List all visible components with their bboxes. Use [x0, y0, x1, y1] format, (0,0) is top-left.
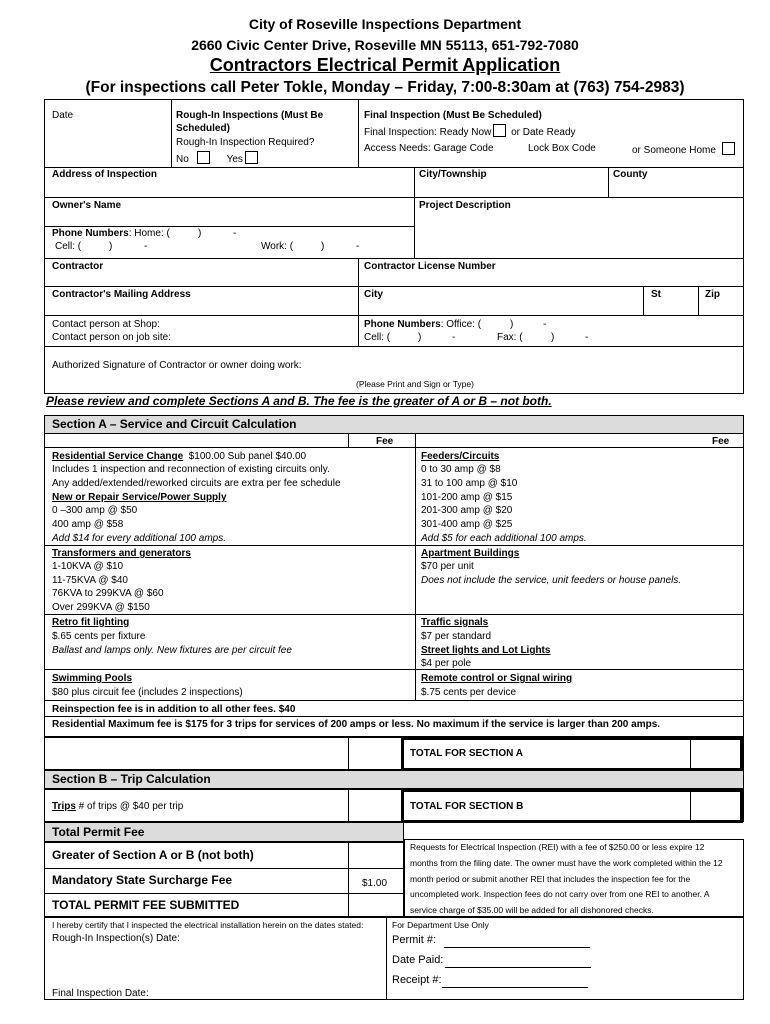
dash: -	[356, 241, 360, 252]
state-surcharge-value: $1.00	[362, 878, 388, 889]
receipt-number-field[interactable]	[442, 973, 588, 988]
form-title: Contractors Electrical Permit Application	[209, 55, 561, 75]
rough-in-date-label: Rough-In Inspection(s) Date:	[52, 933, 180, 944]
feeders-heading: Feeders/Circuits	[421, 451, 500, 462]
total-permit-submitted-field[interactable]	[350, 896, 402, 915]
total-permit-submitted-label: TOTAL PERMIT FEE SUBMITTED	[52, 898, 240, 912]
residential-note-1: Includes 1 inspection and reconnection of existing circuits only.	[52, 464, 330, 475]
paren: )	[510, 319, 514, 330]
ready-now-checkbox[interactable]	[493, 124, 506, 137]
someone-home-checkbox[interactable]	[722, 142, 735, 155]
state-surcharge-label: Mandatory State Surcharge Fee	[52, 873, 233, 887]
permit-number-label: Permit #:	[392, 934, 437, 946]
county-label: County	[613, 169, 648, 180]
transformers-rate-4: Over 299KVA @ $150	[52, 602, 150, 613]
total-section-a-field[interactable]	[692, 740, 740, 768]
apartments-note: Does not include the service, unit feeders or house panels.	[421, 575, 682, 586]
address-of-inspection-label: Address of Inspection	[52, 169, 158, 180]
residential-max-note: Residential Maximum fee is $175 for 3 trips for services of 200 amps or less. No maximum if the service is larger than 200 amps.	[52, 719, 661, 730]
retro-note: Ballast and lamps only. New fixtures are per circuit fee	[52, 645, 292, 656]
transformers-heading: Transformers and generators	[52, 548, 191, 559]
rei-notice-3: month period or submit another REI that includes the inspection fee for the	[410, 874, 691, 884]
project-description-label: Project Description	[419, 200, 511, 211]
traffic-rate: $7 per standard	[421, 631, 492, 642]
trips-rate: # of trips @ $40 per trip	[75, 801, 184, 812]
final-inspection-heading: Final Inspection (Must Be Scheduled)	[364, 110, 542, 121]
apartments-heading: Apartment Buildings	[421, 548, 520, 559]
date-paid-label: Date Paid:	[392, 954, 444, 966]
dash: -	[233, 228, 237, 239]
certify-statement: I hereby certify that I inspected the electrical installation herein on the dates stated:	[52, 920, 364, 930]
lock-box-label: Lock Box Code	[528, 143, 596, 154]
cell-phone-label: Cell: (	[55, 241, 82, 252]
dash: -	[452, 332, 456, 343]
dash: -	[543, 319, 547, 330]
retro-rate: $.65 cents per fixture	[52, 631, 146, 642]
zip-label: Zip	[705, 289, 720, 300]
paren: )	[321, 241, 325, 252]
pools-heading: Swimming Pools	[52, 673, 133, 684]
paren: )	[198, 228, 202, 239]
someone-home-label: or Someone Home	[632, 145, 716, 156]
city-township-label: City/Township	[419, 169, 487, 180]
total-section-b-field[interactable]	[692, 792, 740, 820]
rough-in-required-label: Rough-In Inspection Required?	[176, 137, 315, 148]
street-lights-heading: Street lights and Lot Lights	[421, 645, 551, 656]
remote-control-rate: $.75 cents per device	[421, 687, 517, 698]
contact-job-label: Contact person on job site:	[52, 332, 171, 343]
date-paid-field[interactable]	[445, 953, 591, 968]
feeders-rate-3: 101-200 amp @ $15	[421, 492, 513, 503]
paren: )	[109, 241, 113, 252]
feeders-rate-6: Add $5 for each additional 100 amps.	[421, 533, 587, 544]
contractor-license-label: Contractor License Number	[364, 261, 496, 272]
rough-in-no-checkbox[interactable]	[197, 151, 210, 164]
rough-in-heading-2: Scheduled)	[176, 123, 230, 134]
department-use-label: For Department Use Only	[392, 920, 489, 930]
transformers-rate-2: 11-75KVA @ $40	[52, 575, 128, 586]
final-inspection-date-label: Final Inspection Date:	[52, 988, 149, 999]
paren: )	[551, 332, 555, 343]
owner-name-label: Owner's Name	[52, 200, 122, 211]
total-section-a-label: TOTAL FOR SECTION A	[410, 748, 523, 759]
dash: -	[144, 241, 148, 252]
feeders-rate-5: 301-400 amp @ $25	[421, 519, 513, 530]
garage-code-label: Access Needs: Garage Code	[364, 143, 494, 154]
paren: )	[418, 332, 422, 343]
signature-label: Authorized Signature of Contractor or owner doing work:	[52, 360, 302, 371]
no-label: No	[176, 154, 189, 165]
street-lights-rate: $4 per pole	[421, 658, 472, 669]
feeders-rate-1: 0 to 30 amp @ $8	[421, 464, 501, 475]
retro-heading: Retro fit lighting	[52, 617, 130, 628]
contact-shop-label: Contact person at Shop:	[52, 319, 160, 330]
state-label: St	[651, 289, 661, 300]
feeders-rate-4: 201-300 amp @ $20	[421, 505, 513, 516]
residential-service-heading: Residential Service Change	[52, 451, 184, 462]
rei-notice-5: service charge of $35.00 will be added for all dishonored checks.	[410, 905, 654, 915]
fee-label-left: Fee	[376, 436, 394, 447]
mailing-address-label: Contractor's Mailing Address	[52, 289, 191, 300]
section-b-title: Section B – Trip Calculation	[52, 772, 211, 786]
office-phone-label: : Office: (	[440, 319, 482, 330]
transformers-rate-3: 76KVA to 299KVA @ $60	[52, 588, 164, 599]
receipt-number-label: Receipt #:	[392, 974, 442, 986]
new-service-rate-1: 0 –300 amp @ $50	[52, 505, 138, 516]
greater-of-a-or-b-field[interactable]	[350, 845, 402, 866]
total-section-b-label: TOTAL FOR SECTION B	[410, 801, 524, 812]
rei-notice-4: uncompleted work. Inspection fees do not carry over from one REI to another. A	[410, 889, 710, 899]
cell-phone-label-2: Cell: (	[364, 332, 391, 343]
trips-label: Trips	[52, 801, 76, 812]
phone-numbers-label: Phone Numbers	[52, 228, 129, 239]
apartments-rate: $70 per unit	[421, 561, 474, 572]
remote-control-heading: Remote control or Signal wiring	[421, 673, 573, 684]
date-field[interactable]	[52, 124, 162, 162]
home-phone-label: : Home: (	[128, 228, 170, 239]
total-permit-title: Total Permit Fee	[52, 825, 145, 839]
city-label: City	[364, 289, 383, 300]
yes-label: Yes	[226, 154, 243, 165]
contractor-label: Contractor	[52, 261, 104, 272]
traffic-heading: Traffic signals	[421, 617, 489, 628]
new-service-heading: New or Repair Service/Power Supply	[52, 492, 227, 503]
residential-service-fee: $100.00 Sub panel $40.00	[188, 451, 307, 462]
date-label: Date	[52, 110, 74, 121]
rough-in-yes-checkbox[interactable]	[245, 151, 258, 164]
ready-now-label: Final Inspection: Ready Now	[364, 127, 492, 138]
rei-notice-1: Requests for Electrical Inspection (REI) with a fee of $250.00 or less expire 12	[410, 842, 705, 852]
pools-rate: $80 plus circuit fee (includes 2 inspections)	[52, 687, 243, 698]
residential-note-2: Any added/extended/reworked circuits are extra per fee schedule	[52, 478, 341, 489]
work-phone-label: Work: (	[261, 241, 294, 252]
form-subtitle: (For inspections call Peter Tokle, Monday – Friday, 7:00-8:30am at (763) 754-2983)	[85, 79, 685, 96]
section-a-title: Section A – Service and Circuit Calculation	[52, 417, 297, 431]
transformers-rate-1: 1-10KVA @ $10	[52, 561, 124, 572]
department-name: City of Roseville Inspections Department	[248, 16, 522, 32]
fax-label: Fax: (	[497, 332, 523, 343]
phone-numbers-label-2: Phone Numbers	[364, 319, 441, 330]
rei-notice-2: months from the filing date. The owner must have the work completed within the 12	[410, 858, 723, 868]
feeders-rate-2: 31 to 100 amp @ $10	[421, 478, 518, 489]
fee-label-right: Fee	[712, 436, 730, 447]
new-service-rate-3: Add $14 for every additional 100 amps.	[52, 533, 226, 544]
greater-of-a-or-b-label: Greater of Section A or B (not both)	[52, 848, 254, 862]
new-service-rate-2: 400 amp @ $58	[52, 519, 124, 530]
date-ready-label: or Date Ready	[511, 127, 576, 138]
instructions: Please review and complete Sections A and B. The fee is the greater of A or B – not both.	[46, 394, 552, 408]
permit-number-field[interactable]	[444, 933, 590, 948]
rough-in-heading: Rough-In Inspections (Must Be	[176, 110, 324, 121]
dash: -	[585, 332, 589, 343]
print-sign-note: (Please Print and Sign or Type)	[356, 379, 474, 389]
reinspection-note: Reinspection fee is in addition to all other fees. $40	[52, 704, 296, 715]
department-address: 2660 Civic Center Drive, Roseville MN 55113, 651-792-7080	[191, 37, 579, 53]
